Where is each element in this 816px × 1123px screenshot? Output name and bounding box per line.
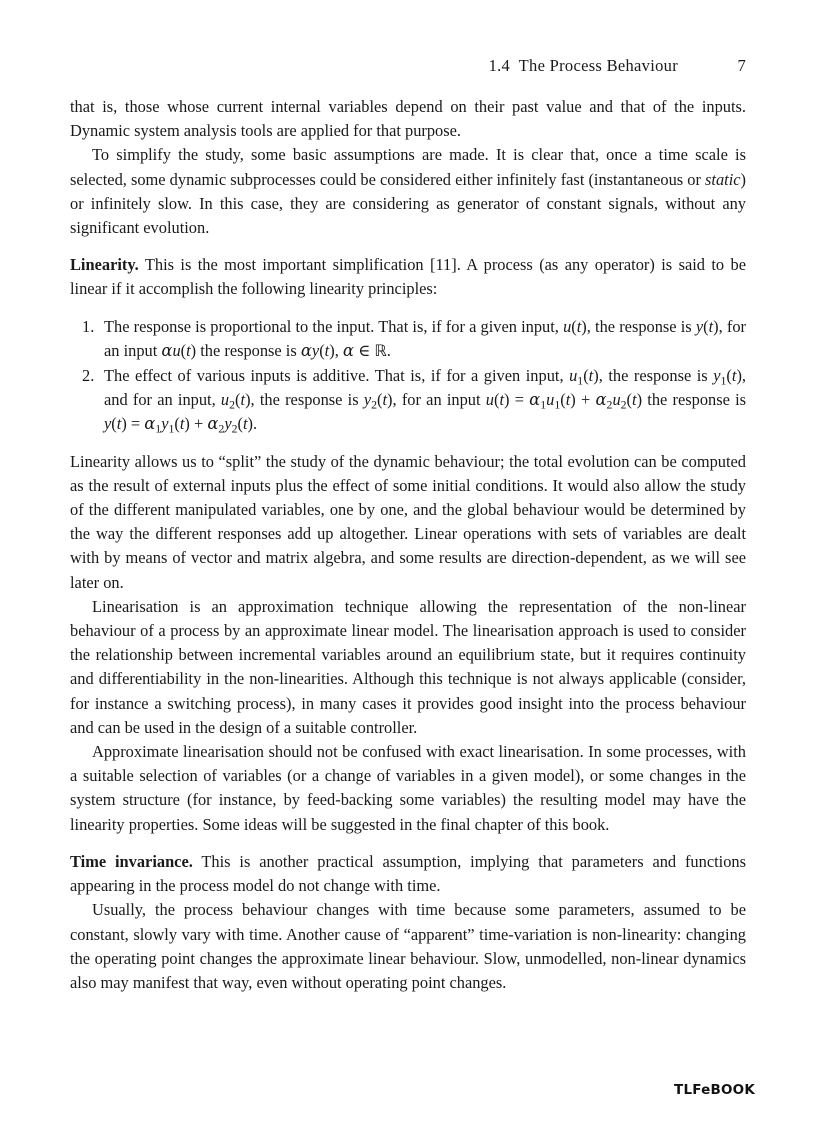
list-item-text-6: .	[386, 340, 391, 360]
math-u2-of-t: $u_2(t)$	[220, 390, 251, 412]
paragraph-linearity-text: This is the most important simplification [11]. A process (as any operator) is said to be linear if it accomplish the following linearity principles:	[70, 255, 746, 299]
paragraph-simplify-part2: ) or infinitely slow. In this case, they are considering as generator of constant signals, without any significant evolution.	[70, 169, 746, 238]
page-number: 7	[737, 56, 746, 75]
paragraph-time-invariance	[70, 850, 746, 898]
math-y-of-t: y(t)	[695, 316, 719, 336]
paragraph-simplify-part1: To simplify the study, some basic assumptions are made. It is clear that, once a time scale is selected, some dynamic subprocesses could be considered either infinitely fast (instantaneous or	[70, 145, 746, 189]
math-u1-of-t: $u_1(t)$	[569, 366, 599, 388]
math-y1-of-t: $y_1(t)$	[713, 366, 742, 388]
spacer	[70, 240, 746, 253]
paragraph-approximate-linearisation: Approximate linearisation should not be confused with exact linearisation. In some processes, with a suitable selection of variables (or a change of variables in a given model), or some changes in the system structure (for instance, by feed-backing some variables) the resulting model may have the linearity properties. Some ideas will be suggested in the final chapter of this book.	[70, 742, 746, 834]
list-item-text-1: The effect of various inputs is additive. That is, if for a given input,	[104, 366, 570, 386]
spacer	[70, 437, 746, 450]
list-item-text-6: the response is	[642, 390, 747, 410]
list-item-text-4: , the response is	[250, 390, 364, 410]
paragraph-simplify	[70, 143, 746, 240]
list-marker: 2.	[82, 366, 95, 386]
paragraph-linearisation: Linearisation is an approximation technique allowing the representation of the non-linear behaviour of a process by an approximate linear model. The linearisation approach is used to consider the relationship between incremental variables around an equilibrium state, but it requires continuity and differentiability in the non-linearities. Although this technique is not always applicable (consider, for instance a switching process), in many cases it provides good insight into the process behaviour and can be used in the design of a suitable controller.	[70, 596, 746, 737]
list-marker: 1.	[82, 316, 95, 336]
list-item-text-2: , the response is	[598, 366, 714, 386]
math-u-of-t: u(t)	[563, 316, 587, 336]
linearity-principles-list	[70, 315, 746, 437]
paragraph-usually: Usually, the process behaviour changes with time because some parameters, assumed to be constant, slowly vary with time. Another cause of “apparent” time-variation is non-linearity: changing the operating point changes the approximate linear behaviour. Slow, unmodelled, non-linear dynamics also may manifest that way, even without operating point changes.	[70, 900, 746, 992]
heading-linearity: Linearity.	[70, 255, 139, 275]
math-input-combination: $u(t) = \alpha_1u_1(t) + \alpha_2u_2(t)$	[485, 390, 643, 412]
spacer	[70, 302, 746, 315]
math-alpha-in-reals: α ∈ ℝ	[342, 340, 387, 360]
paragraph-linearity	[70, 253, 746, 301]
list-item-text-7: .	[253, 414, 258, 434]
list-item-text-2: , the response is	[586, 316, 696, 336]
math-alpha-y-of-t: αy(t)	[300, 340, 335, 360]
footer-watermark: TLFeBOOK	[674, 1082, 755, 1098]
paragraph-linearity-allows: Linearity allows us to “split” the study of the dynamic behaviour; the total evolution can be computed as the result of external inputs plus the effect of some initial conditions. It would also allow the study of the different manipulated variables, one by one, and the global behaviour would be determined by the way the different responses add up altogether. Linear operations with sets of variables are dealt with by means of vector and matrix algebra, and some results are direction-dependent, as we will see later on.	[70, 451, 746, 592]
running-head	[70, 56, 746, 80]
heading-time-invariance: Time invariance.	[70, 851, 193, 871]
list-item-text-3: , for an input	[104, 316, 747, 360]
math-y2-of-t: $y_2(t)$	[363, 390, 393, 412]
list-item-text-1: The response is proportional to the input. That is, if for a given input,	[104, 316, 564, 336]
emphasis-static: static	[705, 169, 741, 189]
list-item-text-5: ,	[334, 340, 343, 360]
math-alpha-u-of-t: αu(t)	[161, 340, 197, 360]
list-item-text-3: , and for an input,	[104, 366, 747, 410]
list-item	[70, 364, 746, 437]
list-item	[70, 315, 746, 363]
running-head-title: 1.4 The Process Behaviour	[488, 56, 678, 75]
list-item-text-4: the response is	[196, 340, 301, 360]
list-item-text-5: , for an input	[392, 390, 486, 410]
math-response-combination: $y(t) = \alpha_1y_1(t) + \alpha_2y_2(t)$	[104, 414, 253, 436]
paragraph-time-invariance-text: This is another practical assumption, implying that parameters and functions appearing in the process model do not change with time.	[70, 851, 746, 896]
spacer	[70, 837, 746, 850]
page-body	[70, 95, 746, 995]
paragraph-continuation: that is, those whose current internal variables depend on their past value and that of the inputs. Dynamic system analysis tools are applied for that purpose.	[70, 97, 746, 141]
